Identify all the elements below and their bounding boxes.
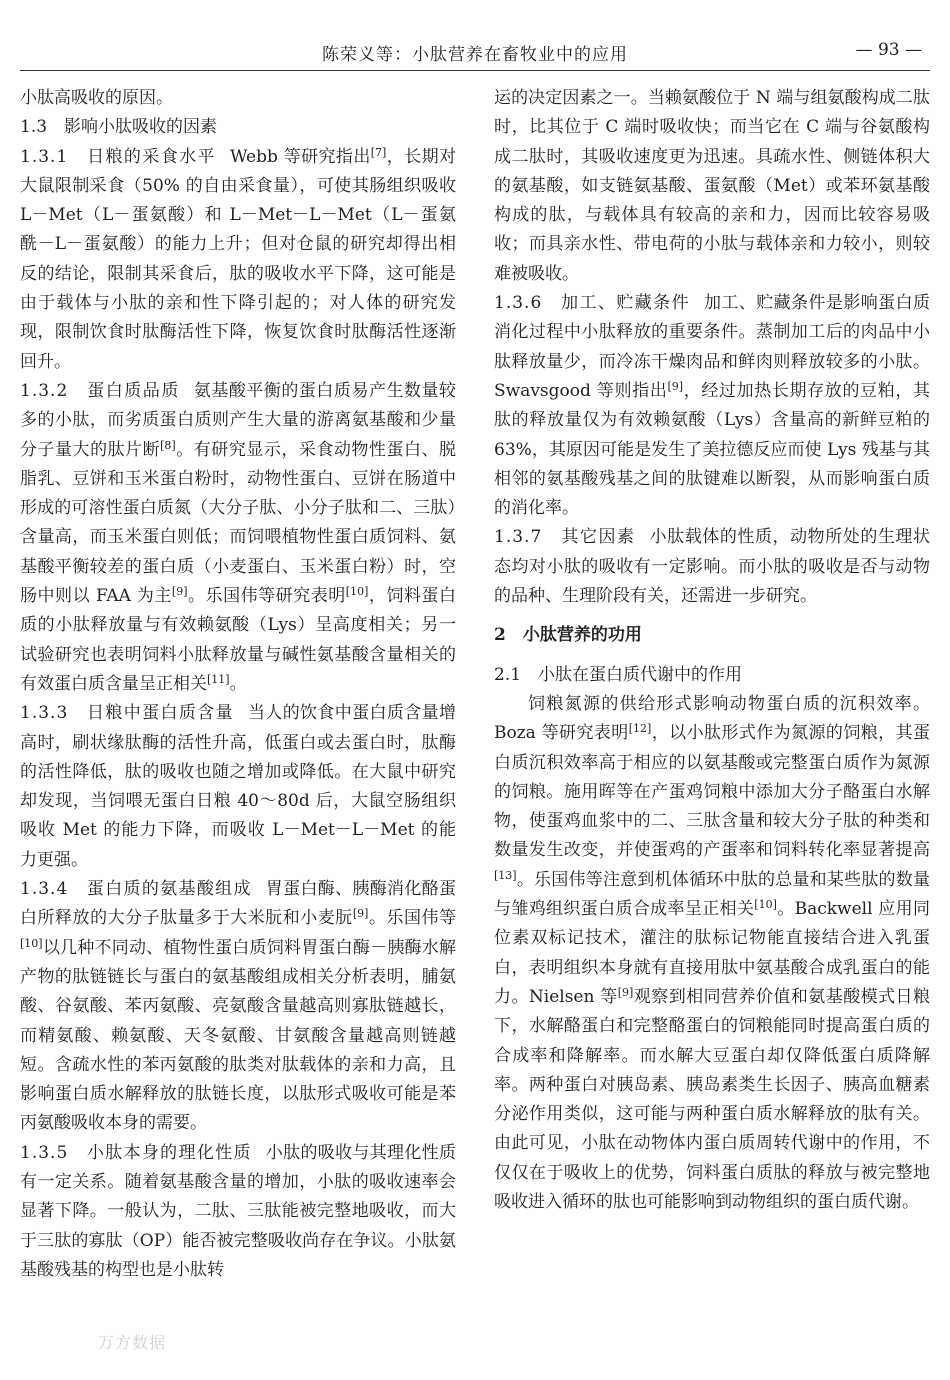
paragraph-1-3-2	[20, 377, 456, 699]
text: Webb 等研究指出	[229, 146, 371, 167]
paragraph-1-3-4	[20, 875, 456, 1139]
text: 小肽的吸收与其理化性质有一定关系。随着氨基酸含量的增加，小肽的吸收速率会显著下降。一般认为，二肽、三肽能被完整地吸收，而大于三肽的寡肽（OP）能否被完整吸收尚存在争议。小肽氨基酸残基的构型也是小肽转	[20, 1142, 457, 1280]
subsection-heading: 1.3.1 日粮的采食水平	[20, 146, 216, 167]
paragraph: 运的决定因素之一。当赖氨酸位于 N 端与组氨酸构成二肽时，比其位于 C 端时吸收快；而当它在 C 端与谷氨酸构成二肽时，其吸收速度更为迅速。具疏水性、侧链体积大的氨基酸，如支链氨基酸、蛋氨酸（Met）或苯环氨基酸构成的肽，与载体具有较高的亲和力，因而比较容易吸收；而具亲水性、带电荷的小肽与载体亲和力较小，则较难被吸收。	[494, 88, 930, 284]
text: 。乐国伟等注意到机体循环中肽的总量和某些肽的数量与雏鸡组织蛋白质合成率呈正相关	[494, 869, 930, 920]
citation-ref: [9]	[171, 585, 188, 599]
citation-ref: [8]	[160, 438, 176, 452]
citation-ref: [10]	[754, 898, 777, 912]
paragraph-1-3-5	[20, 1139, 456, 1285]
text: 。乐国伟等研究表明	[187, 586, 346, 607]
text: 小肽载体的性质，动物所处的生理状态均对小肽的吸收有一定影响。而小肽的吸收是否与动物的品种、生理阶段有关，还需进一步研究。	[494, 527, 930, 607]
text: 。乐国伟等	[368, 908, 457, 929]
text: 。Backwell 应用同位素双标记技术，灌注的肽标记物能直接结合进入乳蛋白，表明组织本身就有直接用肽中氨基酸合成乳蛋白的能力。Nielsen 等	[494, 899, 930, 1007]
subsection-heading: 1.3.2 蛋白质品质	[20, 380, 180, 401]
text: ，经过加热长期存放的豆粕，其肽的释放量仅为有效赖氨酸（Lys）含量高的新鲜豆粕的 63%，其原因可能是发生了美拉德反应而使 Lys 残基与其相邻的氨基酸残基之间的肽键难以断裂，从而影响蛋白质的消化率。	[494, 380, 930, 519]
subsection-heading: 1.3.5 小肽本身的理化性质	[20, 1142, 252, 1163]
text: ，以小肽形式作为氮源的饲粮，其蛋白质沉积效率高于相应的以氨基酸或完整蛋白质作为氮源的饲粮。施用晖等在产蛋鸡饲粮中添加大分子酪蛋白水解物，使蛋鸡血浆中的二、三肽含量和较大分子肽的种类和数量发生改变，并使蛋鸡的产蛋率和饲料转化率显著提高	[494, 723, 930, 861]
section-heading: 2.1 小肽在蛋白质代谢中的作用	[494, 664, 743, 685]
citation-ref: [10]	[20, 936, 43, 950]
subsection-heading: 1.3.3 日粮中蛋白质含量	[20, 703, 234, 724]
paragraph: 小肽高吸收的原因。	[20, 88, 173, 108]
citation-ref: [9]	[667, 379, 684, 393]
citation-ref: [10]	[345, 585, 369, 599]
citation-ref: [7]	[370, 145, 387, 159]
citation-ref: [12]	[628, 722, 652, 736]
citation-ref: [11]	[207, 672, 230, 686]
running-header	[20, 30, 930, 71]
header-title: 陈荣义等：小肽营养在畜牧业中的应用	[322, 45, 628, 65]
citation-ref: [13]	[494, 868, 517, 882]
section-heading: 1.3 影响小肽吸收的因素	[20, 117, 218, 138]
paragraph-1-3-6	[494, 289, 930, 523]
paragraph-2-1	[494, 690, 930, 1217]
left-column	[20, 84, 456, 1285]
citation-ref: [9]	[352, 907, 369, 921]
text: 胃蛋白酶、胰酶消化酪蛋白所释放的大分子肽量多于大米朊和小麦朊	[20, 879, 457, 929]
paragraph-1-3-1	[20, 143, 456, 377]
text: 氨基酸平衡的蛋白质易产生数量较多的小肽，而劣质蛋白质则产生大量的游离氨基酸和少量分子量大的肽片断	[20, 380, 456, 460]
subsection-heading: 1.3.4 蛋白质的氨基酸组成	[20, 879, 252, 900]
text: ，饲料蛋白质的小肽释放量与有效赖氨酸（Lys）呈高度相关；另一试验研究也表明饲料小肽释放量与碱性氨基酸含量相关的有效蛋白质含量呈正相关	[20, 586, 457, 694]
text: ，长期对大鼠限制采食（50% 的自由采食量），可使其肠组织吸收 L－Met（L－蛋氨酸）和 L－Met－L－Met（L－蛋氨酰－L－蛋氨酸）的能力上升；但对仓鼠的研究却得出相反的结论，限制其采食后，肽的吸收水平下降，这可能是由于载体与小肽的亲和性下降引起的；对人体的研究发现，限制饮食时肽酶活性下降，恢复饮食时肽酶活性逐渐回升。	[20, 146, 457, 372]
citation-ref: [9]	[617, 985, 634, 999]
text: 。有研究显示，采食动物性蛋白、脱脂乳、豆饼和玉米蛋白粉时，动物性蛋白、豆饼在肠道中形成的可溶性蛋白质氮（大分子肽、小分子肽和二、三肽）含量高，而玉米蛋白则低；而饲喂植物性蛋白质饲料、氨基酸平衡较差的蛋白质（小麦蛋白、玉米蛋白粉）时，空肠中则以 FAA 为主	[20, 439, 457, 607]
text: 。	[229, 673, 247, 694]
subsection-heading: 1.3.6 加工、贮藏条件	[494, 293, 690, 314]
section-heading-main: 2 小肽营养的功用	[494, 625, 642, 646]
paragraph-1-3-3	[20, 699, 456, 875]
paragraph-1-3-7	[494, 523, 930, 611]
text: 以几种不同动、植物性蛋白质饲料胃蛋白酶－胰酶水解产物的肽链链长与蛋白的氨基酸组成相关分析表明，脯氨酸、谷氨酸、苯丙氨酸、亮氨酸含量越高则寡肽链越长，而精氨酸、赖氨酸、天冬氨酸、甘氨酸含量越高则链越短。含疏水性的苯丙氨酸的肽类对肽载体的亲和力高，且影响蛋白质水解释放的肽链长度，以肽形式吸收可能是苯丙氨酸吸收本身的需要。	[20, 937, 456, 1134]
right-column	[494, 84, 930, 1217]
text: 观察到相同营养价值和氨基酸模式日粮下，水解酪蛋白和完整酪蛋白的饲粮能同时提高蛋白质的合成率和降解率。而水解大豆蛋白却仅降低蛋白质降解率。两种蛋白对胰岛素、胰岛素类生长因子、胰高血糖素分泌作用类似，这可能与两种蛋白质水解释放的肽有关。由此可见，小肽在动物体内蛋白质周转代谢中的作用，不仅仅在于吸收上的优势，饲料蛋白质肽的释放与被完整地吸收进入循环的肽也可能影响到动物组织的蛋白质代谢。	[494, 986, 930, 1212]
text: 加工、贮藏条件是影响蛋白质消化过程中小肽释放的重要条件。蒸制加工后的肉品中小肽释放量少，而冷冻干燥肉品和鲜肉则释放较多的小肽。Swavsgood 等则指出	[494, 293, 930, 401]
text: 当人的饮食中蛋白质含量增高时，刷状缘肽酶的活性升高，低蛋白或去蛋白时，肽酶的活性降低，肽的吸收也随之增加或降低。在大鼠中研究却发现，当饲喂无蛋白日粮 40～80d 后，大鼠空肠组织吸收 Met 的能力下降，而吸收 L－Met－L－Met 的能力更强。	[20, 703, 457, 870]
watermark: 万方数据	[98, 1333, 167, 1352]
text: 饲粮氮源的供给形式影响动物蛋白质的沉积效率。Boza 等研究表明	[494, 693, 930, 744]
page-number: — 93 —	[855, 40, 922, 60]
subsection-heading: 1.3.7 其它因素	[494, 527, 636, 548]
